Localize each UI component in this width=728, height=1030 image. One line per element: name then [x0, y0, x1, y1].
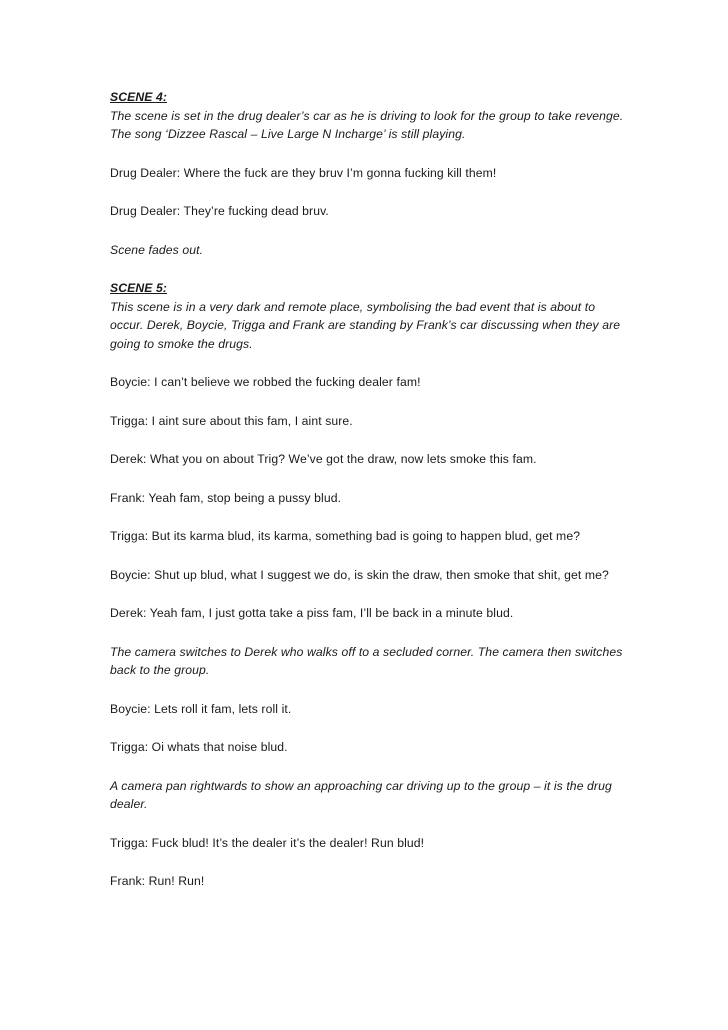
dialogue-line: Boycie: I can’t believe we robbed the fucking dealer fam!: [110, 375, 421, 389]
dialogue-line: Trigga: But its karma blud, its karma, something bad is going to happen blud, get me?: [110, 529, 581, 543]
dialogue-line: Trigga: I aint sure about this fam, I aint sure.: [110, 413, 353, 428]
scene-description: This scene is in a very dark and remote place, symbolising the bad event that is about to occur. Derek, Boycie, Trigga and Frank are standing by Frank’s car discussing when they are going to smoke the drugs.: [110, 299, 621, 351]
dialogue-line: Drug Dealer: Where the fuck are they bruv I’m gonna fucking kill them!: [110, 165, 497, 180]
dialogue-line: Drug Dealer: They’re fucking dead bruv.: [110, 204, 329, 218]
dialogue-line: Boycie: Shut up blud, what I suggest we do, is skin the draw, then smoke that shit, get me?: [110, 567, 609, 582]
scene-heading: SCENE 5:: [110, 281, 168, 295]
dialogue-line: Frank: Run! Run!: [110, 874, 205, 888]
dialogue-line: Boycie: Lets roll it fam, lets roll it.: [110, 701, 292, 716]
scene-5-block: [110, 279, 630, 353]
dialogue-line: Derek: What you on about Trig? We’ve got the draw, now lets smoke this fam.: [110, 452, 537, 466]
stage-direction: A camera pan rightwards to show an approaching car driving up to the group – it is the drug dealer.: [110, 778, 612, 811]
stage-direction: Scene fades out.: [110, 242, 204, 257]
scene-description: The scene is set in the drug dealer’s car as he is driving to look for the group to take revenge. The song ‘Dizzee Rascal – Live Large N Incharge’ is still playing.: [110, 108, 624, 141]
script-page: [110, 88, 630, 911]
stage-direction: The camera switches to Derek who walks off to a secluded corner. The camera then switches back to the group.: [110, 644, 623, 677]
scene-4-block: [110, 88, 630, 144]
scene-heading: SCENE 4:: [110, 90, 168, 104]
dialogue-line: Trigga: Fuck blud! It’s the dealer it’s the dealer! Run blud!: [110, 835, 425, 850]
dialogue-line: Derek: Yeah fam, I just gotta take a piss fam, I’ll be back in a minute blud.: [110, 606, 514, 620]
dialogue-line: Trigga: Oi whats that noise blud.: [110, 740, 288, 754]
dialogue-line: Frank: Yeah fam, stop being a pussy blud.: [110, 490, 342, 505]
